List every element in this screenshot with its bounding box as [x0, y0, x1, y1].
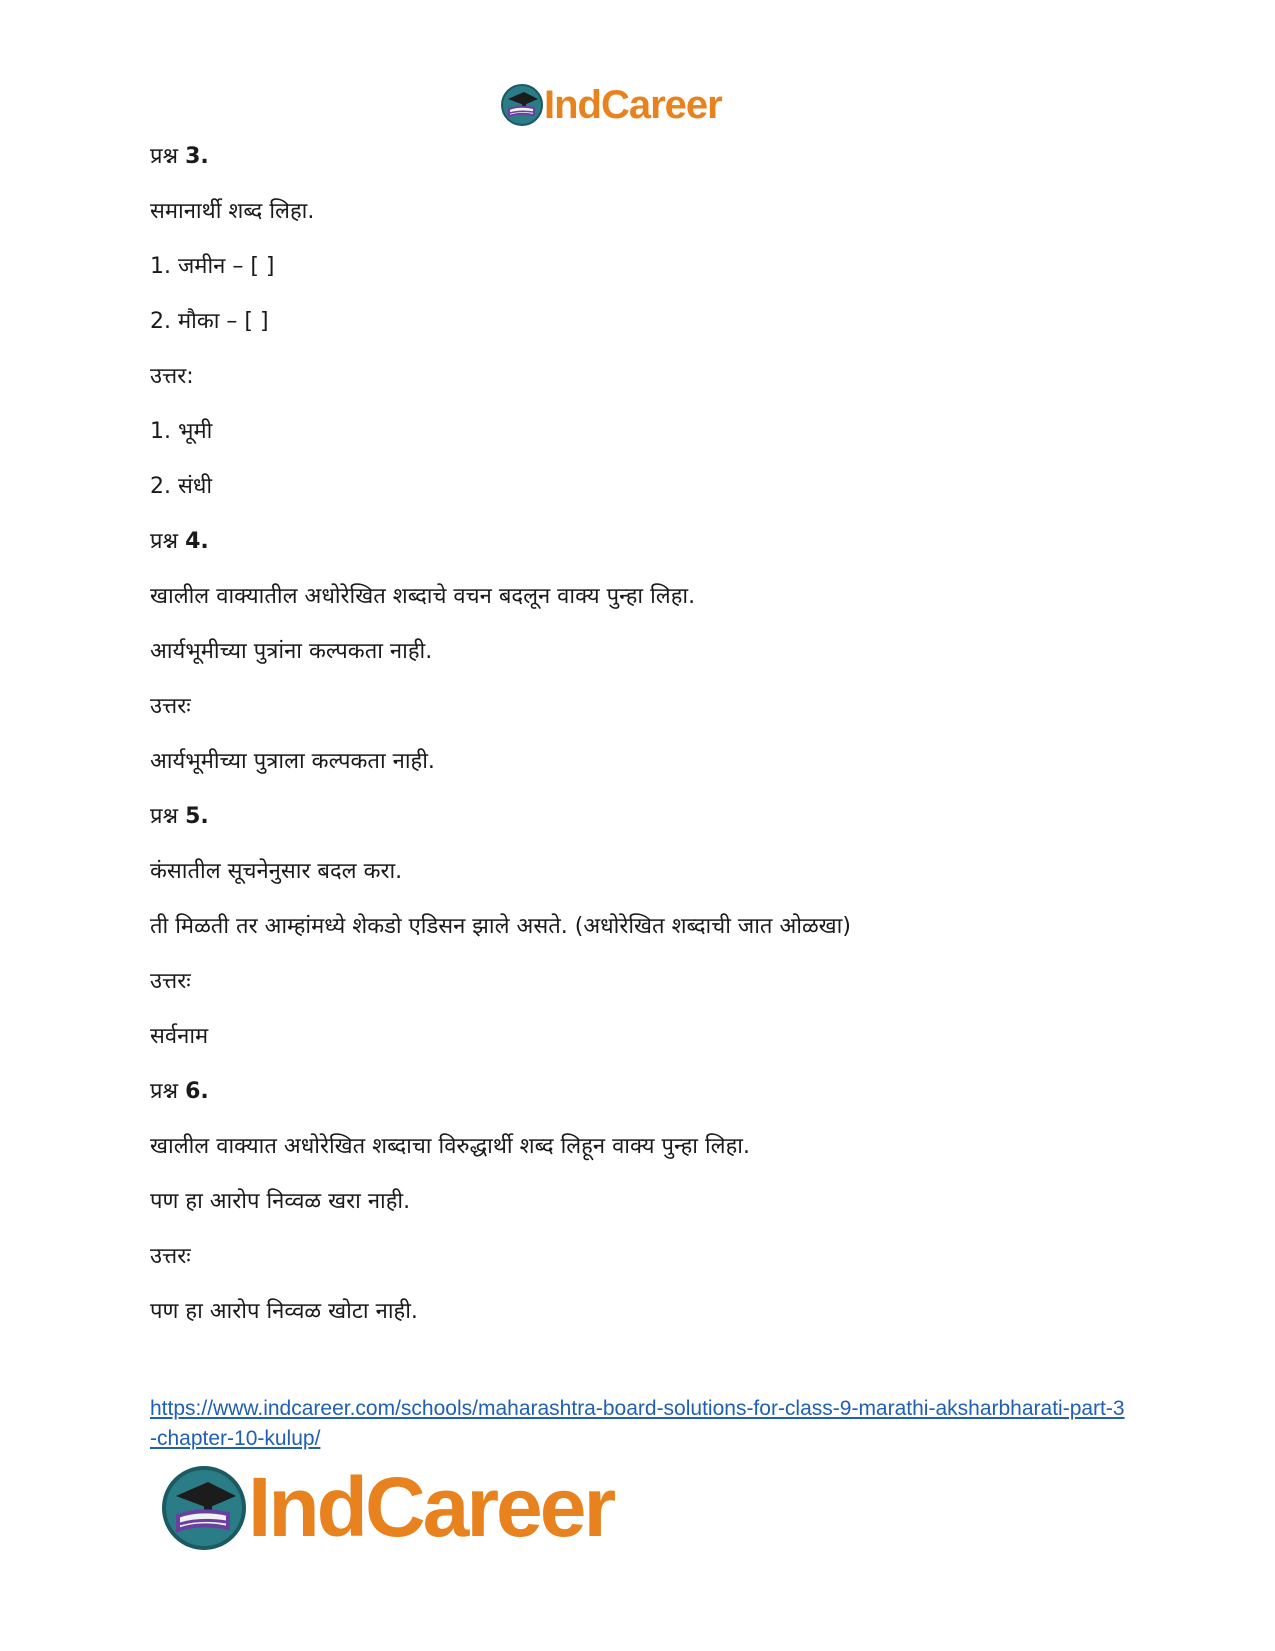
text-line: 2. संधी	[150, 474, 213, 499]
question-heading	[150, 802, 1130, 832]
header-logo-text: IndCareer	[544, 82, 722, 127]
text-line: उत्तरः	[150, 694, 191, 719]
question-heading	[150, 142, 1130, 172]
question-heading	[150, 527, 1130, 557]
text-line: 1. जमीन – [ ]	[150, 254, 275, 279]
document-body	[150, 142, 1130, 1352]
text-line: पण हा आरोप निव्वळ खोटा नाही.	[150, 1299, 418, 1324]
text-line: 2. मौका – [ ]	[150, 309, 269, 334]
question-label: प्रश्न	[150, 144, 179, 169]
question-label: प्रश्न	[150, 529, 179, 554]
footer-logo	[160, 1460, 613, 1555]
header-logo	[500, 80, 722, 130]
text-line: पण हा आरोप निव्वळ खरा नाही.	[150, 1189, 411, 1214]
graduation-book-icon	[160, 1464, 248, 1552]
text-line: समानार्थी शब्द लिहा.	[150, 199, 315, 224]
text-line: सर्वनाम	[150, 1024, 209, 1049]
question-heading	[150, 1077, 1130, 1107]
question-number: 5.	[185, 804, 209, 829]
text-line: कंसातील सूचनेनुसार बदल करा.	[150, 859, 403, 884]
question-number: 3.	[185, 144, 209, 169]
question-number: 6.	[185, 1079, 209, 1104]
text-line: उत्तरः	[150, 969, 191, 994]
footer-logo-text: IndCareer	[248, 1460, 614, 1554]
question-number: 4.	[185, 529, 209, 554]
question-label: प्रश्न	[150, 1079, 179, 1104]
graduation-book-icon	[500, 83, 544, 127]
text-line: उत्तर:	[150, 364, 194, 389]
text-line: आर्यभूमीच्या पुत्रांना कल्पकता नाही.	[150, 639, 433, 664]
text-line: खालील वाक्यातील अधोरेखित शब्दाचे वचन बदलून वाक्य पुन्हा लिहा.	[150, 584, 696, 609]
question-label: प्रश्न	[150, 804, 179, 829]
text-line: ती मिळती तर आम्हांमध्ये शेकडो एडिसन झाले असते. (अधोरेखित शब्दाची जात ओळखा)	[150, 914, 851, 939]
text-line: उत्तरः	[150, 1244, 191, 1269]
text-line: खालील वाक्यात अधोरेखित शब्दाचा विरुद्धार्थी शब्द लिहून वाक्य पुन्हा लिहा.	[150, 1134, 750, 1159]
source-link[interactable]: https://www.indcareer.com/schools/maharashtra-board-solutions-for-class-9-marathi-aksharbharati-part-3-chapter-10-kulup/	[150, 1397, 1125, 1450]
text-line: 1. भूमी	[150, 419, 213, 444]
text-line: आर्यभूमीच्या पुत्राला कल्पकता नाही.	[150, 749, 435, 774]
